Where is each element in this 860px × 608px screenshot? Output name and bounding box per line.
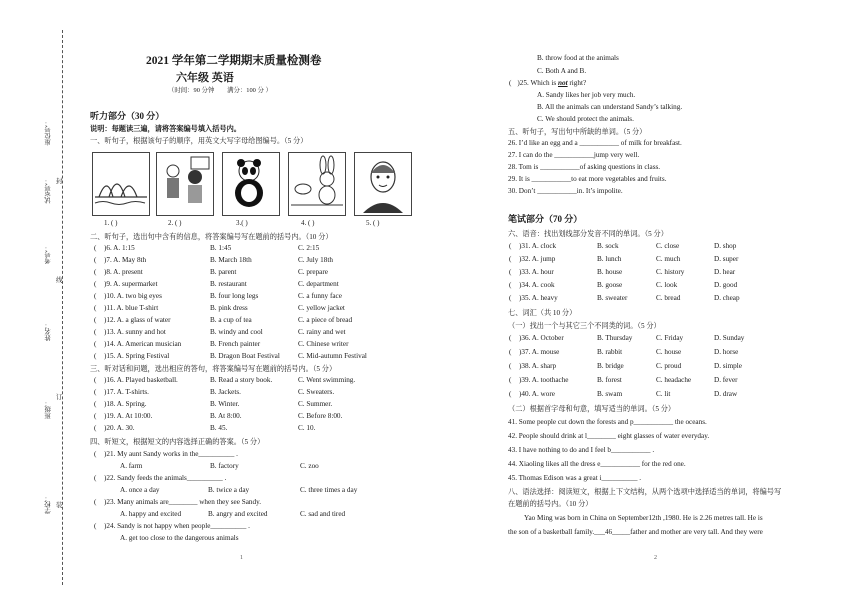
option-a: )9. A. supermarket	[104, 280, 158, 288]
option-c: C. look	[656, 281, 678, 289]
passage-line-2: the son of a basketball family.___46_____father and mother are very tall. And they were	[508, 528, 763, 536]
option-a: )11. A. blue T-shirt	[104, 304, 159, 312]
answer-bracket[interactable]: (	[509, 268, 512, 276]
option-b: B. a cup of tea	[210, 316, 252, 324]
option-a: )18. A. Spring.	[104, 400, 147, 408]
written-part-title: 笔试部分（70 分）	[508, 214, 583, 224]
picture-3-panda	[222, 152, 280, 216]
section-4-title: 四、听短文，根据短文的内容选择正确的答案。（5 分）	[90, 438, 265, 446]
section-7b-title: （二）根据首字母和句意，填写适当的单词。（5 分）	[508, 405, 676, 413]
fill-sentence: 42. People should drink at l________ eight glasses of water everyday.	[508, 432, 710, 440]
option-b: B. At 8:00.	[210, 412, 242, 420]
option-c: C. close	[656, 242, 680, 250]
section-1-title: 一、听句子，根据该句子的顺序，用英文大写字母给图编号。（5 分）	[90, 137, 308, 145]
answer-bracket[interactable]: (	[94, 388, 97, 396]
option-b: B. 45.	[210, 424, 228, 432]
page-number-2: 2	[654, 555, 657, 561]
option-b: B. pink dress	[210, 304, 248, 312]
answer-bracket[interactable]: (	[509, 348, 512, 356]
picture-4-answer[interactable]: 4. ( )	[301, 219, 315, 227]
option-c: C. Went swimming.	[298, 376, 356, 384]
option-c: C. Mid-autumn Festival	[298, 352, 367, 360]
section-8-title: 八、语法选择：阅读短文，根据上下文结构，从两个选项中选择适当的单词，将编号写	[508, 488, 782, 496]
option-c: C. Summer.	[298, 400, 333, 408]
option-b: B. goose	[597, 281, 623, 289]
fill-sentence: 41. Some people cut down the forests and p___________ the oceans.	[508, 418, 707, 426]
fill-sentence: 30. Don’t ___________in. It’s impolite.	[508, 187, 623, 195]
listening-instruction: 说明：每题读三遍，请将答案编号填入括号内。	[90, 125, 241, 133]
option-b: B. lunch	[597, 255, 622, 263]
answer-bracket[interactable]: (	[94, 280, 97, 288]
fill-sentence: 43. I have nothing to do and I feel b___________ .	[508, 446, 655, 454]
answer-bracket[interactable]: (	[509, 294, 512, 302]
option-b: B. restaurant	[210, 280, 247, 288]
answer-bracket[interactable]: (	[94, 340, 97, 348]
section-2-title: 二、听句子，选出句中含有的信息，将答案编号写在题前的括号内。（10 分）	[90, 233, 333, 241]
option-a: )33. A. hour	[519, 268, 554, 276]
option-c: C. 2:15	[298, 244, 320, 252]
option-a: )31. A. clock	[519, 242, 557, 250]
section-5-title: 五、听句子，写出句中所缺的单词。（5 分）	[508, 128, 647, 136]
option-a: )39. A. toothache	[519, 376, 569, 384]
answer-bracket[interactable]: (	[509, 390, 512, 398]
answer-bracket[interactable]: (	[509, 281, 512, 289]
answer-bracket[interactable]: (	[94, 352, 97, 360]
answer-bracket[interactable]: (	[94, 268, 97, 276]
option-a: )12. A. a glass of water	[104, 316, 171, 324]
option-a: )14. A. American musician	[104, 340, 182, 348]
option-d: D. hear	[714, 268, 736, 276]
fill-sentence: 45. Thomas Edison was a great i__________ .	[508, 474, 642, 482]
option-c: C. headache	[656, 376, 692, 384]
answer-bracket[interactable]: (	[94, 424, 97, 432]
option-b: B. 1:45	[210, 244, 232, 252]
fill-sentence: 26. I’d like an egg and a ___________ of milk for breakfast.	[508, 139, 682, 147]
option-b: B. windy and cool	[210, 328, 263, 336]
option-c: C. Chinese writer	[298, 340, 349, 348]
option-a: )6. A. 1:15	[104, 244, 135, 252]
option-a: )40. A. wore	[519, 390, 555, 398]
option-b: B. Thursday	[597, 334, 633, 342]
option-d: D. simple	[714, 362, 742, 370]
option-a: )19. A. At 10:00.	[104, 412, 153, 420]
option-c: C. a piece of bread	[298, 316, 353, 324]
margin-mark-pack: 装	[56, 502, 63, 509]
option-c: C. a funny face	[298, 292, 342, 300]
option-a: )10. A. two big eyes	[104, 292, 162, 300]
option-a: )37. A. mouse	[519, 348, 560, 356]
answer-bracket[interactable]: (	[509, 376, 512, 384]
option-c: C. Before 8:00.	[298, 412, 343, 420]
option-a: )15. A. Spring Festival	[104, 352, 170, 360]
answer-bracket[interactable]: (	[94, 256, 97, 264]
option-c: C. bread	[656, 294, 681, 302]
option-b: B. swam	[597, 390, 623, 398]
option-b: B. bridge	[597, 362, 624, 370]
question-25-option-b: B. All the animals can understand Sandy’s talking.	[537, 103, 683, 111]
answer-bracket[interactable]: (	[509, 362, 512, 370]
option-c: C. rainy and wet	[298, 328, 346, 336]
margin-label-seat: 座位号：	[45, 120, 52, 146]
question-24-option-c: C. Both A and B.	[537, 67, 587, 75]
option-c: C. house	[656, 348, 682, 356]
option-b: B. sweater	[597, 294, 628, 302]
section-3-title: 三、听对话和问题，选出相应的答句，将答案编号写在题前的括号内。（5 分）	[90, 365, 337, 373]
answer-bracket[interactable]: (	[94, 292, 97, 300]
option-c: C. prepare	[298, 268, 328, 276]
margin-label-exam-no: 考号：	[45, 245, 52, 265]
option-c: C. proud	[656, 362, 682, 370]
option-b: B. French painter	[210, 340, 261, 348]
option-c: C. July 18th	[298, 256, 333, 264]
option-c: C. lit	[656, 390, 671, 398]
margin-mark-bind: 订	[56, 394, 63, 401]
question-25-option-c: C. We should protect the animals.	[537, 115, 634, 123]
answer-bracket[interactable]: (	[94, 316, 97, 324]
option-a: )34. A. cook	[519, 281, 555, 289]
option-b: B. Winter.	[210, 400, 240, 408]
section-7a-title: （一）找出一个与其它三个不同类的词。（5 分）	[508, 322, 661, 330]
picture-5-answer[interactable]: 5. ( )	[366, 219, 380, 227]
option-b: B. house	[597, 268, 623, 276]
option-c: C. 10.	[298, 424, 316, 432]
fill-sentence: 28. Tom is ___________of asking questions in class.	[508, 163, 661, 171]
fill-sentence: 27. I can do the ___________jump very well.	[508, 151, 640, 159]
answer-bracket[interactable]: (	[94, 304, 97, 312]
option-d: D. shop	[714, 242, 737, 250]
option-d: D. good	[714, 281, 738, 289]
option-c: C. history	[656, 268, 685, 276]
margin-mark-line: 线	[56, 277, 63, 284]
question-25: ( )25. Which is not right?	[509, 79, 587, 87]
option-a: )7. A. May 8th	[104, 256, 147, 264]
option-a: )35. A. heavy	[519, 294, 558, 302]
margin-label-school: 学校：	[45, 495, 52, 515]
option-c: C. much	[656, 255, 681, 263]
option-d: D. Sunday	[714, 334, 745, 342]
answer-bracket[interactable]: (	[509, 334, 512, 342]
picture-1-answer[interactable]: 1. ( )	[104, 219, 118, 227]
option-c: C. department	[298, 280, 339, 288]
fill-sentence: 44. Xiaoling likes all the dress e___________ for the red one.	[508, 460, 686, 468]
margin-label-name: 姓名：	[45, 322, 52, 342]
option-a: )36. A. October	[519, 334, 564, 342]
option-b: B. Jackets.	[210, 388, 241, 396]
picture-4-rabbit	[288, 152, 346, 216]
option-d: D. horse	[714, 348, 739, 356]
option-b: B. Read a story book.	[210, 376, 273, 384]
question-24-option-b: B. throw food at the animals	[537, 54, 619, 62]
option-b: B. four long legs	[210, 292, 259, 300]
option-b: B. parent	[210, 268, 237, 276]
picture-2-answer[interactable]: 2. ( )	[168, 219, 182, 227]
option-a: )8. A. present	[104, 268, 143, 276]
option-b: B. March 18th	[210, 256, 252, 264]
question-25-option-a: A. Sandy likes her job very much.	[537, 91, 636, 99]
option-c: C. yellow jacket	[298, 304, 345, 312]
option-d: D. fever	[714, 376, 738, 384]
option-d: D. super	[714, 255, 739, 263]
margin-label-room: 试室号：	[45, 178, 52, 204]
exam-title: 2021 学年第二学期期末质量检测卷	[146, 55, 322, 67]
option-c: C. Friday	[656, 334, 684, 342]
picture-3-answer[interactable]: 3.( )	[236, 219, 248, 227]
option-d: D. draw	[714, 390, 738, 398]
option-a: )17. A. T-shirts.	[104, 388, 149, 396]
section-7-title: 七、词汇（共 10 分）	[508, 309, 577, 317]
option-a: )38. A. sharp	[519, 362, 557, 370]
section-8-title-cont: 在题前的括号内。（10 分）	[508, 500, 593, 508]
answer-bracket[interactable]: (	[94, 328, 97, 336]
option-a: )16. A. Played basketball.	[104, 376, 178, 384]
listening-title: 听力部分（30 分）	[90, 111, 165, 121]
option-b: B. sock	[597, 242, 619, 250]
answer-bracket[interactable]: (	[94, 244, 97, 252]
page-number-1: 1	[240, 555, 243, 561]
margin-mark-seal: 封	[56, 178, 63, 185]
fill-sentence: 29. It is ___________to eat more vegetables and fruits.	[508, 175, 667, 183]
answer-bracket[interactable]: (	[509, 242, 512, 250]
exam-subtitle: 六年级 英语	[176, 72, 234, 84]
option-d: D. cheap	[714, 294, 740, 302]
answer-bracket[interactable]: (	[509, 255, 512, 263]
option-b: B. forest	[597, 376, 622, 384]
option-a: )20. A. 30.	[104, 424, 135, 432]
option-a: )32. A. jump	[519, 255, 556, 263]
picture-1-opera-house	[92, 152, 150, 216]
option-c: C. Sweaters.	[298, 388, 335, 396]
option-b: B. rabbit	[597, 348, 623, 356]
section-6-title: 六、语音：找出划线部分发音不同的单词。（5 分）	[508, 230, 668, 238]
answer-bracket[interactable]: (	[94, 412, 97, 420]
margin-label-class: 班级：	[45, 400, 52, 420]
answer-bracket[interactable]: (	[94, 376, 97, 384]
option-a: )13. A. sunny and hot	[104, 328, 166, 336]
exam-info: （时间：90 分钟 满分：100 分 ）	[168, 87, 272, 94]
picture-5-old-man	[354, 152, 412, 216]
passage-line-1: Yao Ming was born in China on September12th ,1980. He is 2.26 metres tall. He is	[524, 514, 763, 522]
answer-bracket[interactable]: (	[94, 400, 97, 408]
picture-2-classroom	[156, 152, 214, 216]
option-b: B. Dragon Boat Festival	[210, 352, 280, 360]
